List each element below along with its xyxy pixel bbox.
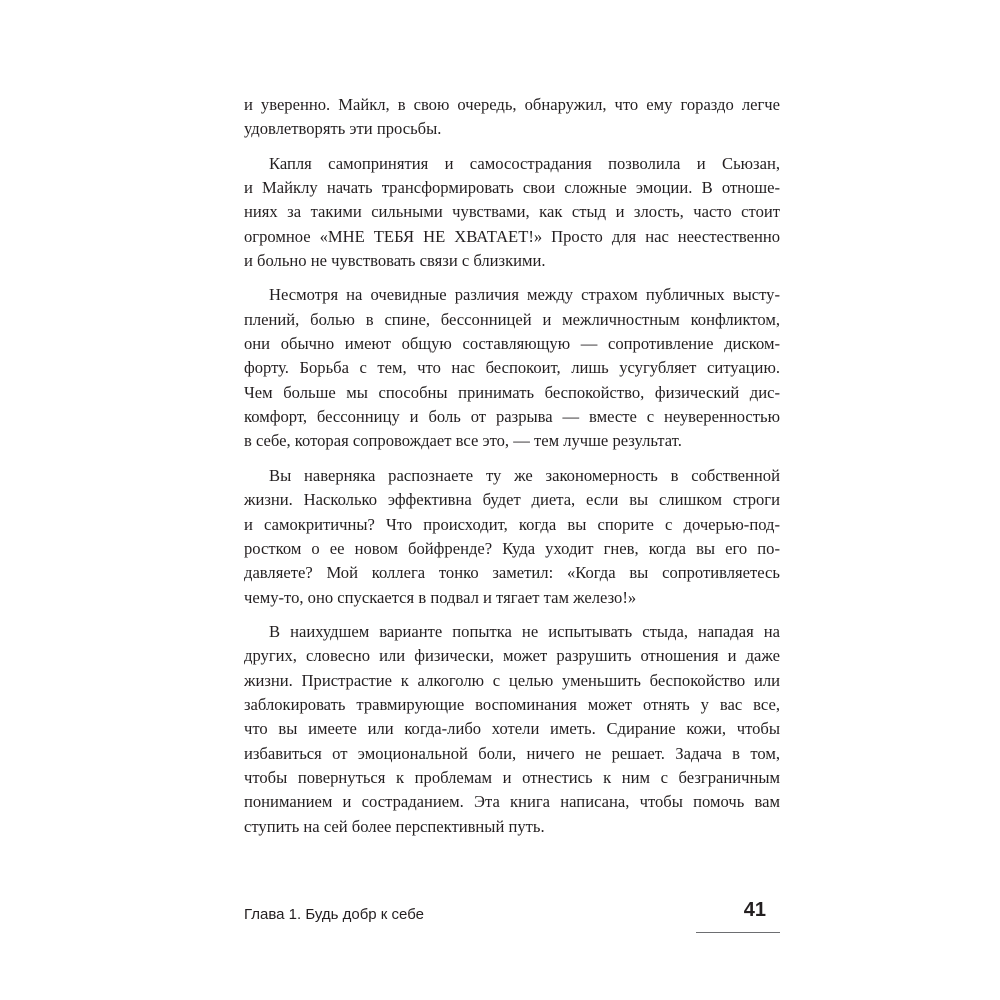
text-line: плений, болью в спине, бессонницей и межличностным конфликтом, xyxy=(244,309,780,329)
text-line: ниях за такими сильными чувствами, как стыд и злость, часто стоит xyxy=(244,202,780,222)
footer-rule xyxy=(696,932,780,933)
text-line: что вы имеете или когда-либо хотели иметь. Сдирание кожи, чтобы xyxy=(244,719,780,739)
text-line: удовлетворять эти просьбы. xyxy=(244,119,442,139)
text-line: и Майклу начать трансформировать свои сложные эмоции. В отноше- xyxy=(244,178,780,198)
text-line: жизни. Насколько эффективна будет диета, если вы слишком строги xyxy=(244,490,780,510)
text-line: комфорт, бессонницу и боль от разрыва — вместе с неуверенностью xyxy=(244,407,780,427)
text-line: избавиться от эмоциональной боли, ничего не решает. Задача в том, xyxy=(244,743,780,763)
text-line: чему-то, оно спускается в подвал и тягает там железо!» xyxy=(244,587,637,607)
paragraph xyxy=(244,152,780,274)
page-number: 41 xyxy=(743,899,766,921)
paragraph-gap xyxy=(244,273,780,283)
paragraph-gap xyxy=(244,454,780,464)
text-line: они обычно имеют общую составляющую — сопротивление диском- xyxy=(244,334,780,354)
paragraph-gap xyxy=(244,610,780,620)
text-line: заблокировать травмирующие воспоминания может отнять у вас все, xyxy=(244,694,780,714)
text-line: и уверенно. Майкл, в свою очередь, обнаружил, что ему гораздо легче xyxy=(244,95,780,114)
text-line: жизни. Пристрастие к алкоголю с целью уменьшить беспокойство или xyxy=(244,670,780,690)
text-line: В наихудшем варианте попытка не испытывать стыда, нападая на xyxy=(269,621,780,641)
text-line: давляете? Мой коллега тонко заметил: «Когда вы сопротивляетесь xyxy=(244,563,780,583)
text-line: ростком о ее новом бойфренде? Куда уходит гнев, когда вы его по- xyxy=(244,538,780,558)
text-line: огромное «МНЕ ТЕБЯ НЕ ХВАТАЕТ!» Просто для нас неестественно xyxy=(244,226,780,246)
page-footer xyxy=(244,897,780,937)
text-line: Чем больше мы способны принимать беспокойство, физический дис- xyxy=(244,382,780,402)
paragraph xyxy=(244,283,780,453)
text-line: Капля самопринятия и самосострадания позволила и Сьюзан, xyxy=(269,153,780,173)
running-head: Глава 1. Будь добр к себе xyxy=(244,906,424,923)
text-line: и самокритичны? Что происходит, когда вы спорите с дочерью-под- xyxy=(244,514,780,534)
paragraph xyxy=(244,620,780,839)
text-line: чтобы повернуться к проблемам и отнестись к ним с безграничным xyxy=(244,767,780,787)
paragraph-gap xyxy=(244,142,780,152)
text-line: других, словесно или физически, может разрушить отношения и даже xyxy=(244,646,780,666)
text-line: Вы наверняка распознаете ту же закономерность в собственной xyxy=(269,465,780,485)
paragraph xyxy=(244,93,780,142)
body-text xyxy=(244,93,780,839)
text-line: в себе, которая сопровождает все это, — тем лучше результат. xyxy=(244,431,682,451)
text-line: и больно не чувствовать связи с близкими. xyxy=(244,251,546,271)
text-line: ступить на сей более перспективный путь. xyxy=(244,816,545,836)
text-line: пониманием и состраданием. Эта книга написана, чтобы помочь вам xyxy=(244,792,780,812)
text-line: Несмотря на очевидные различия между страхом публичных высту- xyxy=(269,285,780,305)
text-line: форту. Борьба с тем, что нас беспокоит, лишь усугубляет ситуацию. xyxy=(244,358,780,378)
paragraph xyxy=(244,464,780,610)
